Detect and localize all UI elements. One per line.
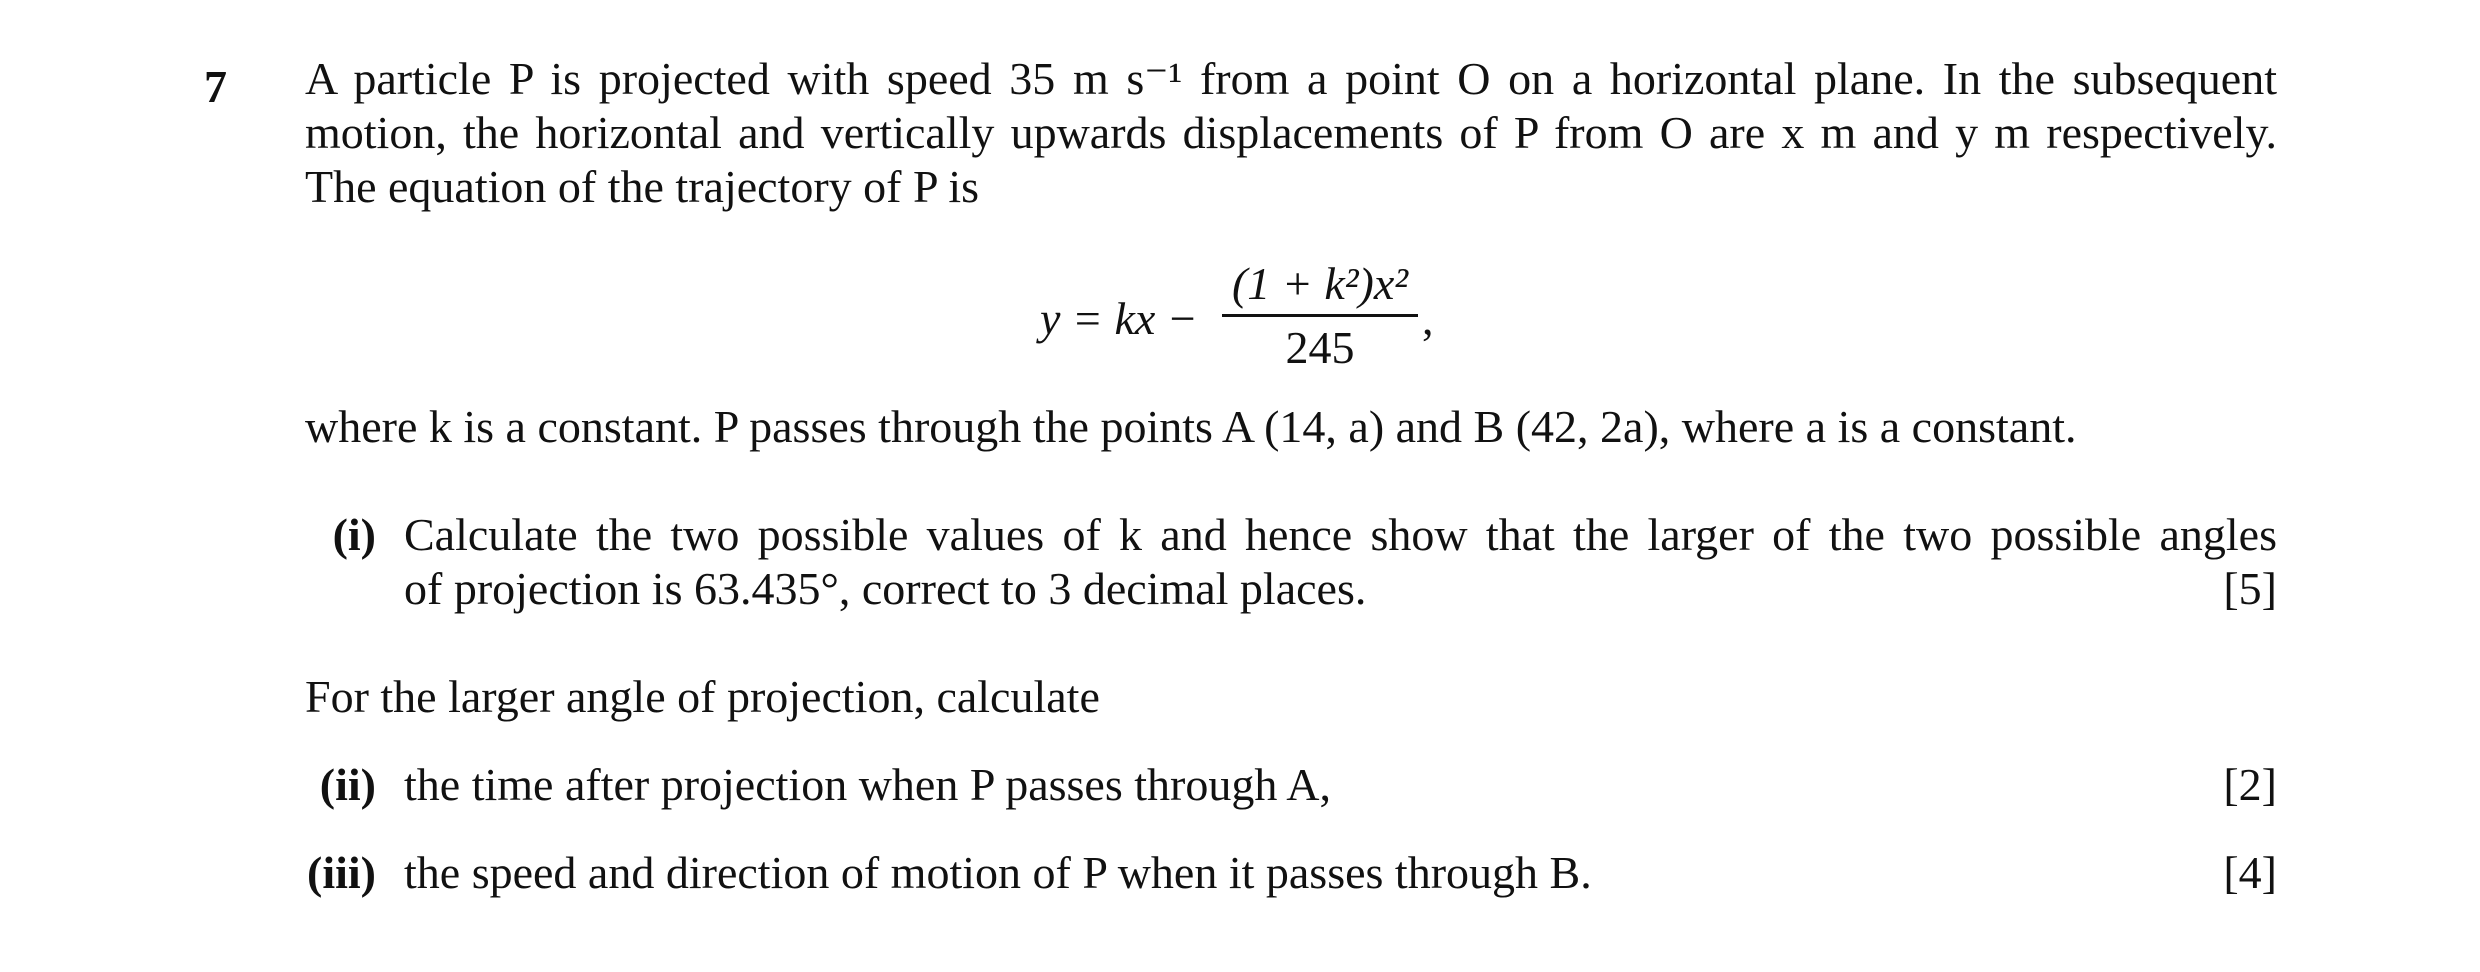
equation-comma: , [1422,293,1434,344]
part-marks: [2] [2223,759,2277,810]
part-iii [300,846,2277,900]
part-text: the time after projection when P passes through A, [404,759,1332,810]
part-text: the speed and direction of motion of P when it passes through B. [404,847,1592,898]
part-label: (i) [332,509,376,560]
part-i [300,508,2277,618]
intro-line-3: The equation of the trajectory of P is [305,161,980,212]
where-statement: where k is a constant. P passes through the points A (14, a) and B (42, 2a), where a is a constant. [305,401,2077,452]
part-ii [300,758,2277,812]
part-label: (ii) [319,759,376,810]
part-marks: [5] [2223,563,2277,614]
fraction-denominator: 245 [1285,322,1355,373]
part-text [404,508,2277,616]
part-label: (iii) [307,847,376,898]
equation-lhs: y = kx − [1040,293,1198,344]
question-number: 7 [204,61,227,112]
equation-fraction [1222,256,1418,373]
lead-in-text: For the larger angle of projection, calculate [305,671,1100,722]
intro-line-2: motion, the horizontal and vertically upwards displacements of P from O are x m and y m respectively. [305,107,2277,158]
fraction-numerator: (1 + k²)x² [1231,258,1409,309]
question-intro [305,52,2277,214]
part-marks: [4] [2223,847,2277,898]
part-text-line-2: of projection is 63.435°, correct to 3 decimal places. [404,563,1367,614]
trajectory-equation [0,256,2480,376]
intro-line-1: A particle P is projected with speed 35 m s⁻¹ from a point O on a horizontal plane. In the subsequent [305,53,2277,104]
fraction-bar [1222,314,1418,317]
part-text-line-1: Calculate the two possible values of k and hence show that the larger of the two possible angles [404,509,2277,560]
